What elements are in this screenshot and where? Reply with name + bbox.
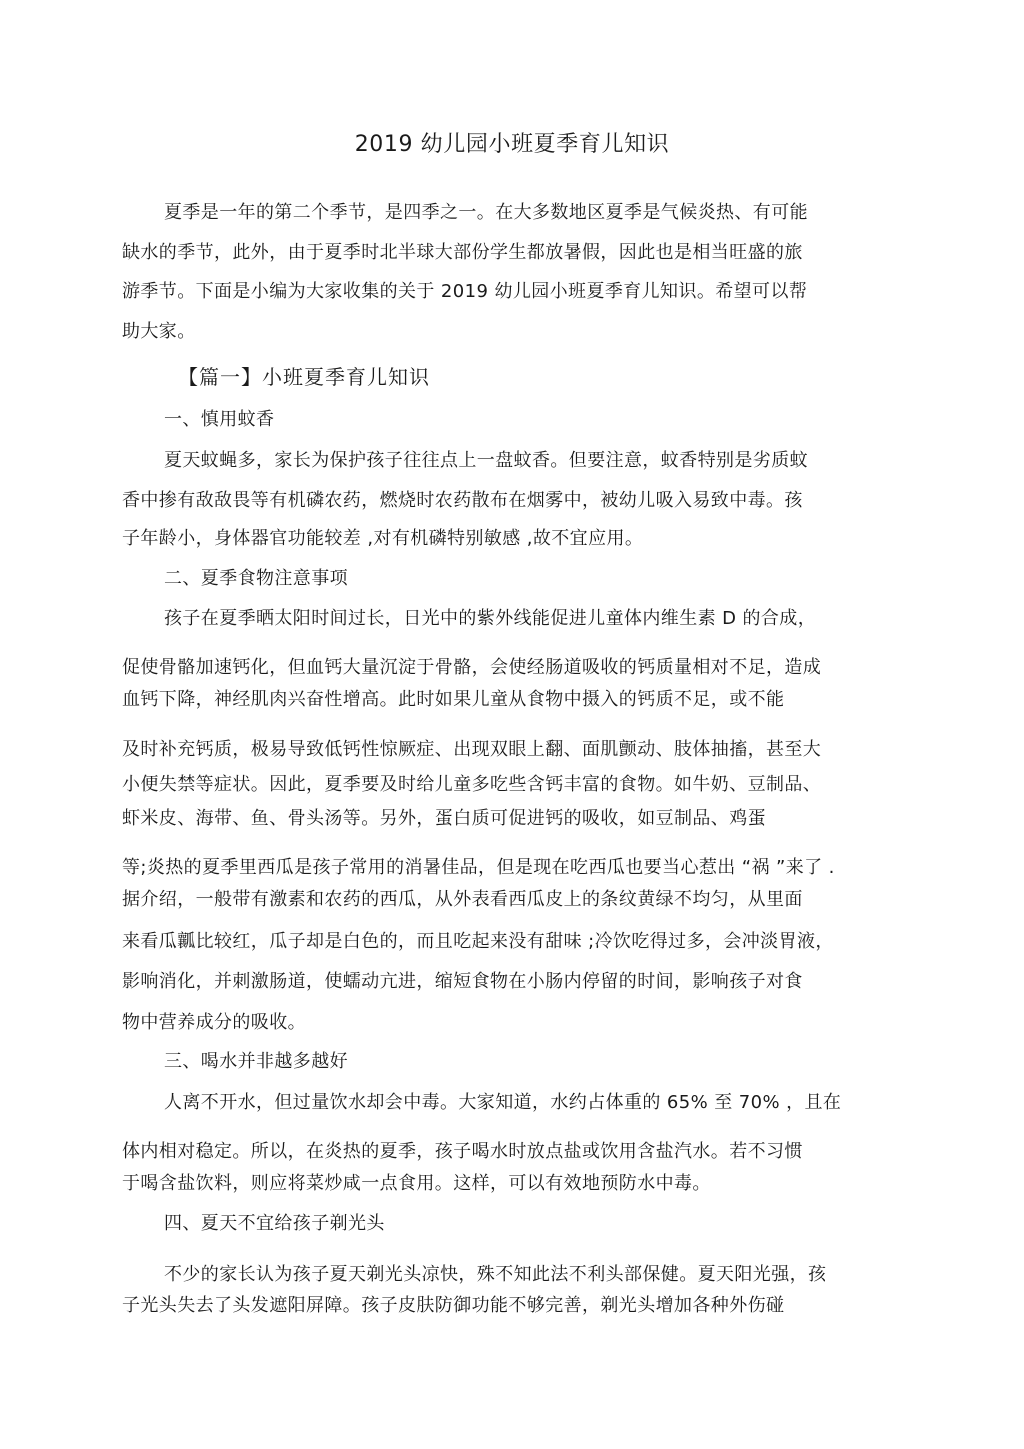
paragraph-line: 影响消化，并刺激肠道，使蠕动亢进，缩短食物在小肠内停留的时间，影响孩子对食	[122, 971, 803, 992]
paragraph-line: 孩子在夏季晒太阳时间过长，日光中的紫外线能促进儿童体内维生素 D 的合成，	[164, 608, 817, 629]
paragraph-line: 体内相对稳定。所以，在炎热的夏季，孩子喝水时放点盐或饮用含盐汽水。若不习惯	[122, 1141, 803, 1162]
paragraph-line: 据介绍，一般带有激素和农药的西瓜，从外表看西瓜皮上的条纹黄绿不均匀，从里面	[122, 889, 803, 910]
paragraph-line: 虾米皮、海带、鱼、骨头汤等。另外，蛋白质可促进钙的吸收，如豆制品、鸡蛋	[122, 808, 766, 829]
paragraph-line: 子光头失去了头发遮阳屏障。孩子皮肤防御功能不够完善，剃光头增加各种外伤碰	[122, 1295, 785, 1316]
intro-line: 助大家。	[122, 321, 196, 342]
paragraph-line: 香中掺有敌敌畏等有机磷农药，燃烧时农药散布在烟雾中，被幼儿吸入易致中毒。孩	[122, 490, 803, 511]
paragraph-line: 促使骨骼加速钙化，但血钙大量沉淀于骨骼，会使经肠道吸收的钙质量相对不足，造成	[122, 657, 822, 678]
paragraph-line: 子年龄小，身体器官功能较差 ,对有机磷特别敏感 ,故不宜应用。	[122, 528, 644, 549]
heading-1: 一、慎用蚊香	[164, 409, 275, 430]
paragraph-line: 及时补充钙质，极易导致低钙性惊厥症、出现双眼上翻、面肌颤动、肢体抽搐，甚至大	[122, 739, 822, 760]
paragraph-line: 于喝含盐饮料，则应将菜炒咸一点食用。这样，可以有效地预防水中毒。	[122, 1173, 711, 1194]
paragraph-line: 等;炎热的夏季里西瓜是孩子常用的消暑佳品，但是现在吃西瓜也要当心惹出 “祸 ”来了 .	[122, 857, 835, 878]
paragraph-line: 血钙下降，神经肌肉兴奋性增高。此时如果儿童从食物中摄入的钙质不足，或不能	[122, 689, 785, 710]
document-title: 2019 幼儿园小班夏季育儿知识	[354, 132, 670, 157]
heading-3: 三、喝水并非越多越好	[164, 1051, 348, 1072]
intro-line: 缺水的季节，此外，由于夏季时北半球大部份学生都放暑假，因此也是相当旺盛的旅	[122, 242, 803, 263]
heading-2: 二、夏季食物注意事项	[164, 568, 348, 589]
section-title: 【篇一】小班夏季育儿知识	[178, 365, 430, 389]
paragraph-line: 物中营养成分的吸收。	[122, 1012, 306, 1033]
intro-line: 游季节。下面是小编为大家收集的关于 2019 幼儿园小班夏季育儿知识。希望可以帮	[122, 281, 808, 302]
paragraph-line: 来看瓜瓤比较红，瓜子却是白色的，而且吃起来没有甜味 ;冷饮吃得过多，会冲淡胃液，	[122, 931, 834, 952]
paragraph-line: 夏天蚊蝇多，家长为保护孩子往往点上一盘蚊香。但要注意，蚊香特别是劣质蚊	[164, 450, 808, 471]
paragraph-line: 人离不开水，但过量饮水却会中毒。大家知道，水约占体重的 65% 至 70% ，且在	[164, 1092, 842, 1113]
heading-4: 四、夏天不宜给孩子剃光头	[164, 1213, 385, 1234]
paragraph-line: 不少的家长认为孩子夏天剃光头凉快，殊不知此法不利头部保健。夏天阳光强，孩	[164, 1264, 827, 1285]
paragraph-line: 小便失禁等症状。因此，夏季要及时给儿童多吃些含钙丰富的食物。如牛奶、豆制品、	[122, 774, 822, 795]
intro-line: 夏季是一年的第二个季节，是四季之一。在大多数地区夏季是气候炎热、有可能	[164, 202, 808, 223]
